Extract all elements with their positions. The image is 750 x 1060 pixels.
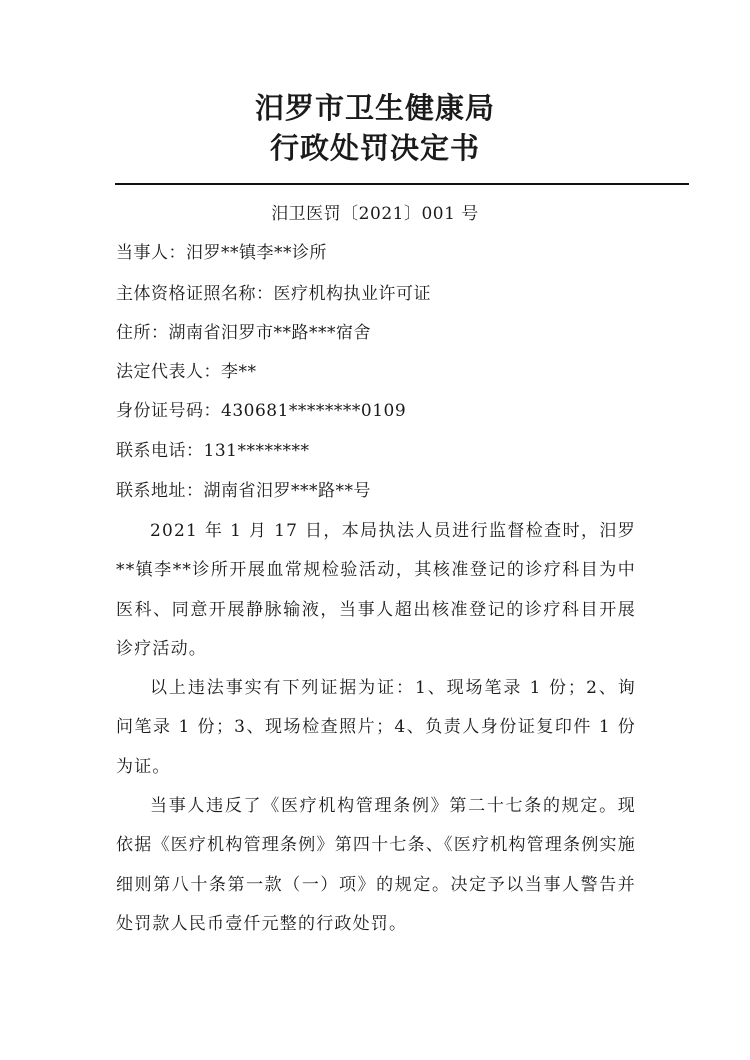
document-type-title: 行政处罚决定书	[269, 131, 480, 165]
evidence-paragraph: 以上违法事实有下列证据为证：1、现场笔录 1 份；2、询问笔录 1 份；3、现场检查照片；4、负责人身份证复印件 1 份为证。	[116, 678, 636, 777]
decision-paragraph: 当事人违反了《医疗机构管理条例》第二十七条的规定。现依据《医疗机构管理条例》第四十七条、《医疗机构管理条例实施细则第八十条第一款（一）项》的规定。决定予以当事人警告并处罚款人民币壹仟元整的行政处罚。	[116, 796, 636, 934]
contact-address: 联系地址：湖南省汨罗***路**号	[116, 481, 371, 501]
license-name: 主体资格证照名称：医疗机构执业许可证	[116, 284, 431, 304]
document-number: 汨卫医罚〔2021〕001 号	[271, 204, 479, 224]
header-divider	[115, 183, 689, 185]
agency-title: 汨罗市卫生健康局	[254, 91, 495, 125]
facts-paragraph: 2021 年 1 月 17 日，本局执法人员进行监督检查时，汨罗**镇李**诊所开展血常规检验活动，其核准登记的诊疗科目为中医科、同意开展静脉输液，当事人超出核准登记的诊疗科目开展诊疗活动。	[116, 521, 636, 659]
party-address: 住所：湖南省汨罗市**路***宿舍	[116, 323, 371, 343]
legal-representative: 法定代表人：李**	[116, 362, 257, 382]
party-name: 当事人：汨罗**镇李**诊所	[116, 243, 327, 263]
id-number: 身份证号码：430681********0109	[116, 401, 407, 421]
contact-phone: 联系电话：131********	[116, 441, 310, 461]
